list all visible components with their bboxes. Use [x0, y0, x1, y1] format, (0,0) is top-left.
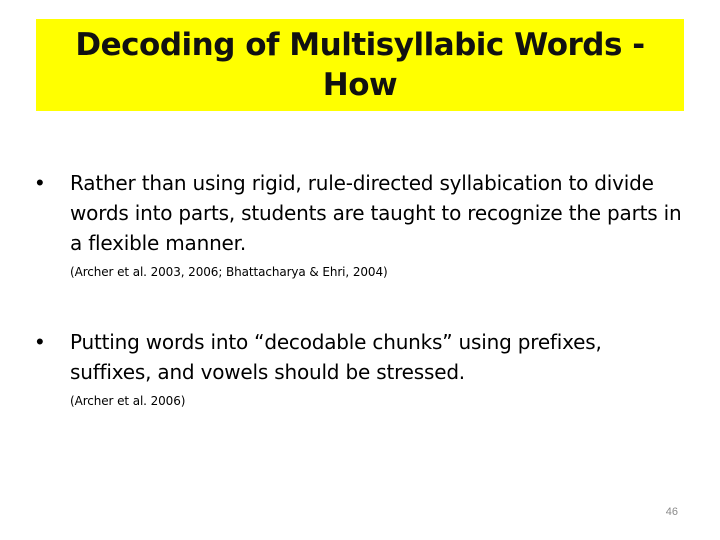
bullet-row	[36, 168, 686, 258]
bullet-citation: (Archer et al. 2003, 2006; Bhattacharya & Ehri, 2004)	[70, 265, 388, 279]
bullet-item	[36, 168, 686, 280]
title-banner	[36, 19, 684, 111]
slide-title: Decoding of Multisyllabic Words - How	[75, 27, 645, 103]
bullet-row	[36, 327, 686, 387]
bullet-text: Rather than using rigid, rule-directed syllabication to divide words into parts, students are taught to recognize the parts in a flexible manner.	[70, 171, 682, 255]
bullet-text: Putting words into “decodable chunks” using prefixes, suffixes, and vowels should be stressed.	[70, 330, 602, 384]
bullet-citation: (Archer et al. 2006)	[70, 394, 186, 408]
bullet-item	[36, 327, 686, 409]
bullet-marker: •	[36, 329, 44, 354]
bullet-marker: •	[36, 170, 44, 195]
page-number: 46	[665, 506, 678, 518]
